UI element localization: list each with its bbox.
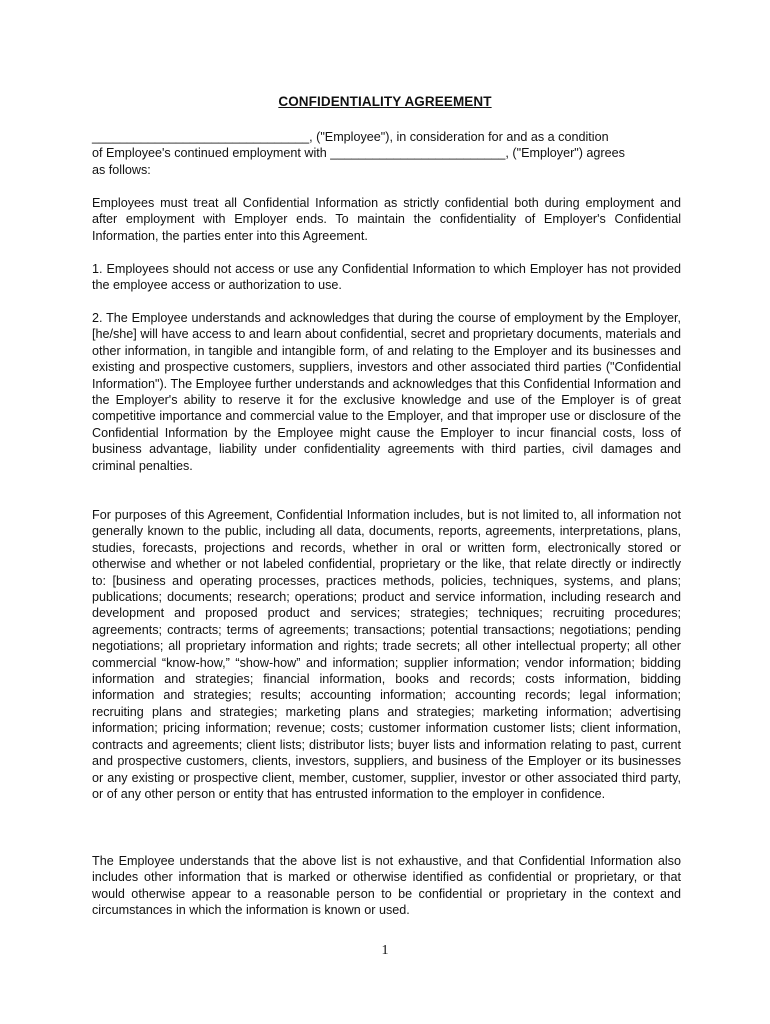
document-title: CONFIDENTIALITY AGREEMENT <box>278 94 492 109</box>
paragraph-clause-2 <box>92 310 681 474</box>
paragraph-confidential-treatment <box>92 195 681 244</box>
paragraph-text: The Employee understands that the above list is not exhaustive, and that Confidential Information also includes other information that is marked or otherwise identified as confidential or proprietary, or that would otherwise appear to a reasonable person to be confidential or proprietary in the context and circumstances in which the information is known or used. <box>92 854 681 918</box>
paragraph-not-exhaustive <box>92 853 681 919</box>
intro-line: of Employee's continued employment with _________________________, ("Employer") agrees <box>92 146 625 161</box>
page-number: 1 <box>381 943 389 958</box>
paragraph-clause-1 <box>92 261 681 294</box>
paragraph-text: For purposes of this Agreement, Confidential Information includes, but is not limited to, all information not generally known to the public, including all data, documents, reports, agreements, interpretations, plans, studies, forecasts, projections and records, whether in oral or written form, electronically stored or otherwise and whether or not labeled confidential, proprietary or the like, that relate directly or indirectly to: [business and operating processes, practices methods, policies, techniques, systems, and plans; publications; documents; research; operations; product and service information, including research and development and proposed product and services; strategies; techniques; recruiting procedures; agreements; contracts; terms of agreements; transactions; potential transactions; negotiations; pending negotiations; all proprietary information and rights; trade secrets; all other intellectual property; all other commercial “know-how,” “show-how” and information; supplier information; vendor information; bidding information and strategies; financial information, books and records; costs information, bidding information and strategies; results; accounting information; accounting records; legal information; recruiting plans and strategies; marketing plans and strategies; marketing information; advertising information; pricing information; revenue; costs; customer information customer lists; client information, contracts and agreements; client lists; distributor lists; buyer lists and information relating to past, current and prospective customers, clients, investors, suppliers, and business of the Employer or its businesses or any existing or prospective client, member, customer, supplier, investor or other associated third party, or of any other person or entity that has entrusted information to the employer in confidence. <box>92 508 681 801</box>
intro-line: _______________________________, ("Employee"), in consideration for and as a condition <box>92 130 609 144</box>
paragraph-text: 2. The Employee understands and acknowledges that during the course of employment by the Employer, [he/she] will have access to and learn about confidential, secret and proprietary documents, materials and other information, in tangible and intangible form, of and relating to the Employer and its businesses and existing and prospective customers, suppliers, investors and other associated third parties ("Confidential Information"). The Employee further understands and acknowledges that this Confidential Information and the Employer's ability to reserve it for the exclusive knowledge and use of the Employer is of great competitive importance and commercial value to the Employer, and that improper use or disclosure of the Confidential Information by the Employee might cause the Employer to incur financial costs, loss of business advantage, liability under confidentiality agreements with third parties, civil damages and criminal penalties. <box>92 311 681 473</box>
intro-line: as follows: <box>92 162 151 177</box>
paragraph-text: Employees must treat all Confidential Information as strictly confidential both during employment and after employment with Employer ends. To maintain the confidentiality of Employer's Confidential Information, the parties enter into this Agreement. <box>92 196 681 243</box>
paragraph-definition <box>92 507 681 802</box>
paragraph-text: 1. Employees should not access or use any Confidential Information to which Employer has not provided the employee access or authorization to use. <box>92 262 681 293</box>
intro-paragraph <box>92 129 681 178</box>
